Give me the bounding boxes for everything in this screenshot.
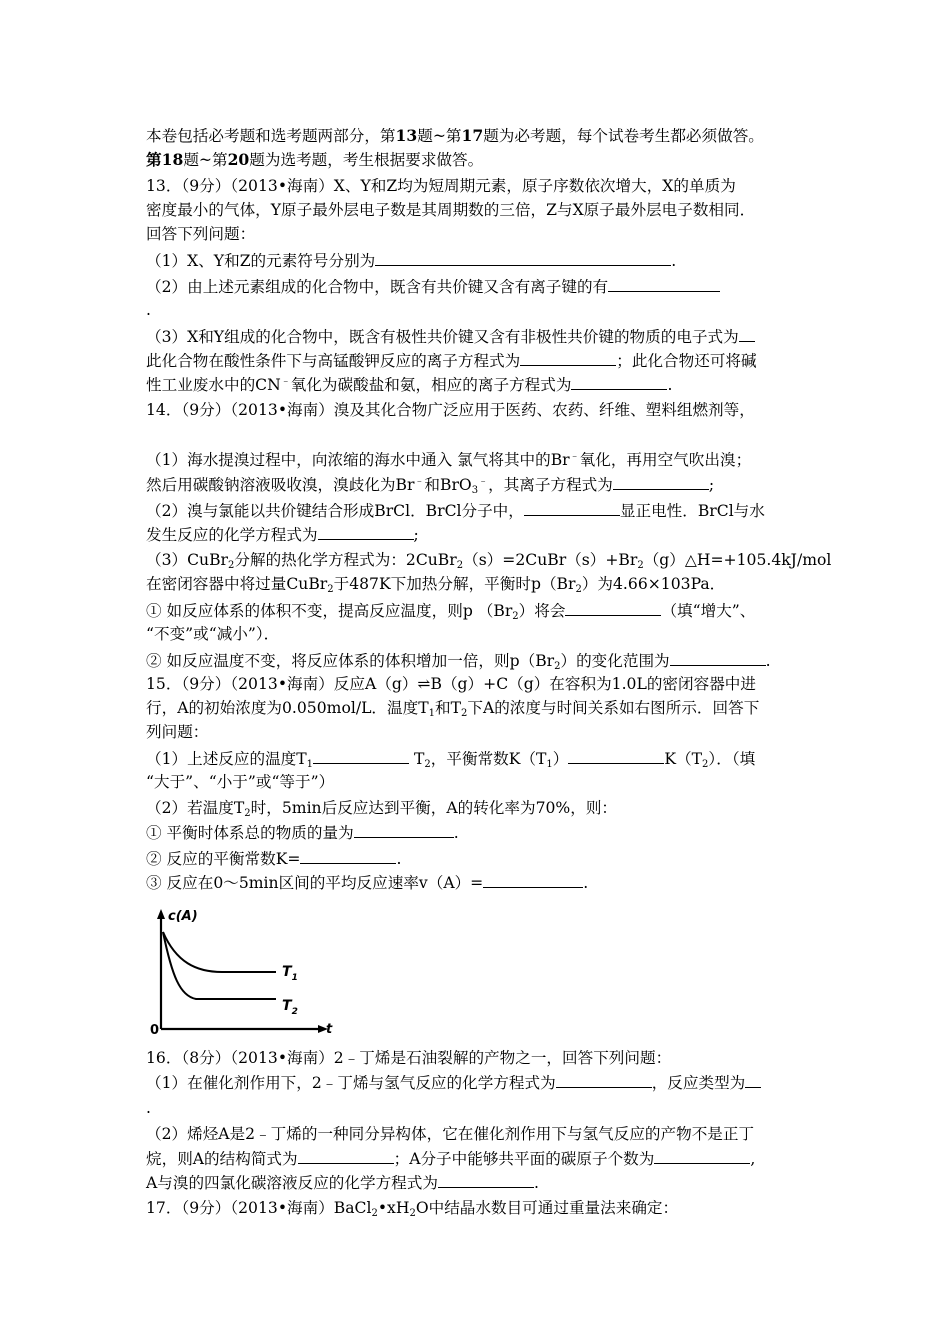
intro-line-1: 本卷包括必考题和选考题两部分，第13题~第17题为必考题，每个试卷考生都必须做答。: [146, 126, 764, 145]
curve-t2-label: $T_2$: [282, 998, 298, 1017]
q14-part2-line2: 发生反应的化学方程式为 ;: [146, 522, 419, 546]
q13-part2: （2）由上述元素组成的化合物中，既含有共价键又含有离子键的有: [146, 274, 720, 298]
x-axis-label: t: [326, 1022, 333, 1037]
q13-line-1: 13．（9分）（2013•海南）X、Y和Z均为短周期元素，原子序数依次增大，X的单质为: [146, 177, 736, 195]
intro-line-2: 第18题~第20题为选考题，考生根据要求做答。: [146, 150, 484, 169]
q13-part3: （3）X和Y组成的化合物中，既含有极性共价键又含有非极性共价键的物质的电子式为: [146, 324, 755, 348]
concentration-time-graph: [150, 906, 340, 1038]
q15-line-2: 行，A的初始浓度为0.050mol/L．温度$T_1$和$T_2$下A的浓度与时间关系如右图所示．回答下: [146, 699, 760, 719]
q13-part3-line3: 性工业废水中的CN﹣氧化为碳酸盐和氨，相应的离子方程式为 .: [146, 372, 672, 396]
q14-part3-sub1-line2: “不变”或“减小”）．: [146, 625, 280, 643]
answer-blank[interactable]: [568, 746, 664, 764]
q14-part1-line2: 然后用碳酸钠溶液吸收溴，溴歧化为Br﹣和BrO$_3$﹣，其离子方程式为 ;: [146, 472, 714, 496]
q14-part2: （2）溴与氯能以共价键结合形成BrCl．BrCl分子中， 显正电性．BrCl与水: [146, 498, 765, 522]
q15-part2-sub1: ① 平衡时体系总的物质的量为 .: [146, 820, 459, 844]
q14-line-1: 14．（9分）（2013•海南）溴及其化合物广泛应用于医药、农药、纤维、塑料组燃剂等，: [146, 401, 755, 419]
q15-part2: （2）若温度$T_2$时，5min后反应达到平衡，A的转化率为70%，则：: [146, 799, 618, 819]
answer-blank[interactable]: [520, 348, 616, 366]
answer-blank[interactable]: [300, 846, 396, 864]
answer-blank[interactable]: [739, 324, 755, 342]
q15-part2-sub3: ③ 反应在0～5min区间的平均反应速率v（A）= .: [146, 870, 588, 894]
q16-line-1: 16．（8分）（2013•海南）2﹣丁烯是石油裂解的产物之一，回答下列问题：: [146, 1049, 672, 1067]
equilibrium-arrow-icon: ⇌: [417, 675, 431, 693]
q14-part3-line2: 在密闭容器中将过量CuBr$_2$于487K下加热分解，平衡时$p(Br_2)$为4.66×103Pa．: [146, 575, 726, 595]
q16-part2-line3: A与溴的四氯化碳溶液反应的化学方程式为 .: [146, 1170, 539, 1194]
answer-blank[interactable]: [298, 1146, 394, 1164]
q17-line-1: 17．（9分）（2013•海南）$BaCl_2•xH_2O$中结晶水数目可通过重量法来确定：: [146, 1199, 679, 1219]
answer-blank[interactable]: [375, 248, 475, 266]
answer-blank[interactable]: [556, 1070, 652, 1088]
curve-t1: [163, 932, 276, 972]
q16-part2-line2: 烷，则A的结构简式为 ；A分子中能够共平面的碳原子个数为 ,: [146, 1146, 755, 1170]
answer-blank[interactable]: [438, 1170, 534, 1188]
q15-line-3: 列问题：: [146, 723, 209, 741]
answer-blank[interactable]: [313, 746, 409, 764]
q15-line-1: 15．（9分）（2013•海南）反应A（g）⇌B（g）+C（g）在容积为1.0L的密闭容器中进: [146, 675, 756, 693]
q16-part1: （1）在催化剂作用下，2﹣丁烯与氢气反应的化学方程式为 ，反应类型为: [146, 1070, 761, 1094]
answer-blank[interactable]: [318, 522, 414, 540]
curve-t2: [163, 932, 276, 999]
y-axis-arrow-icon: [157, 909, 165, 919]
q13-part3-line2: 此化合物在酸性条件下与高锰酸钾反应的离子方程式为 ；此化合物还可将碱: [146, 348, 757, 372]
q16-part2: （2）烯烃A是2﹣丁烯的一种同分异构体，它在催化剂作用下与氢气反应的产物不是正丁: [146, 1125, 755, 1143]
answer-blank[interactable]: [354, 820, 454, 838]
answer-blank[interactable]: [483, 870, 583, 888]
answer-blank[interactable]: [745, 1070, 761, 1088]
q13-part1: （1）X、Y和Z的元素符号分别为 .: [146, 248, 676, 272]
answer-blank[interactable]: [565, 598, 661, 616]
q13-line-2: 密度最小的气体，Y原子最外层电子数是其周期数的三倍，Z与X原子最外层电子数相同．: [146, 201, 756, 219]
answer-blank[interactable]: [670, 648, 766, 666]
q14-part3-sub2: ② 如反应温度不变，将反应体系的体积增加一倍，则$p(Br_2)$的变化范围为 .: [146, 648, 771, 672]
curve-t1-label: $T_1$: [282, 964, 298, 983]
q14-part1: （1）海水提溴过程中，向浓缩的海水中通入 氯气将其中的Br﹣氧化，再用空气吹出溴；: [146, 451, 752, 469]
q14-part3: （3）CuBr$_2$分解的热化学方程式为：$2CuBr_2(s)=2CuBr(s)+Br_2(g)\triangle H=+105.4kJ$/mol: [146, 551, 832, 571]
answer-blank[interactable]: [571, 372, 667, 390]
answer-blank[interactable]: [575, 248, 671, 266]
answer-blank[interactable]: [608, 274, 704, 292]
answer-blank[interactable]: [524, 498, 620, 516]
answer-blank[interactable]: [613, 472, 709, 490]
answer-blank[interactable]: [654, 1146, 750, 1164]
q15-part1-line2: “大于”、“小于”或“等于”）: [146, 773, 335, 791]
answer-blank[interactable]: [704, 274, 720, 292]
answer-blank[interactable]: [475, 248, 575, 266]
q15-part1: （1）上述反应的温度$T_1$ $T_2$，平衡常数$K(T_1)$ $K(T_2)$．（填: [146, 746, 755, 770]
q13-part2-end: .: [146, 301, 151, 319]
q14-part3-sub1: ① 如反应体系的体积不变，提高反应温度，则p $(Br_2)$将会 （填“增大”、: [146, 598, 755, 622]
q16-part1-end: .: [146, 1099, 151, 1117]
origin-label: 0: [150, 1023, 160, 1038]
y-axis-label: c(A): [168, 909, 198, 924]
q13-line-3: 回答下列问题：: [146, 225, 256, 243]
q15-part2-sub2: ② 反应的平衡常数K= .: [146, 846, 401, 870]
